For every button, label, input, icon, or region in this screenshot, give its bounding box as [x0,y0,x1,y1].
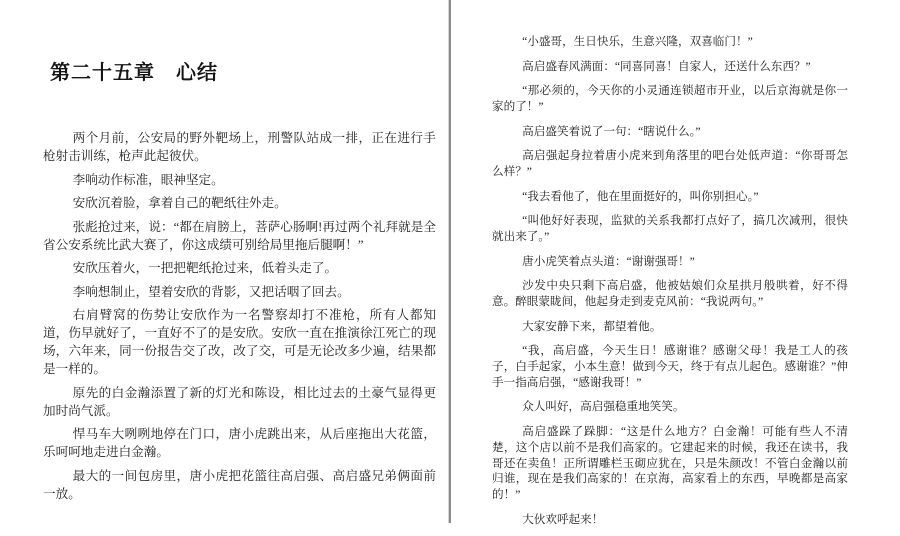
paragraph: 高启强起身拉着唐小虎来到角落里的吧台处低声道：“你哥哥怎么样？” [492,149,848,178]
paragraph: 高启盛跺了跺脚：“这是什么地方？白金瀚！可能有些人不清楚，这个店以前不是我们高家的。它建起来的时候，我还在读书，我哥还在卖鱼！正所谓雕栏玉砌应犹在，只是朱颜改！不管白金瀚以前归谁，现在是我们高家的！在京海，高家看上的东西，早晚都是高家的！” [492,424,848,502]
paragraph: “那必须的，今天你的小灵通连锁超市开业，以后京海就是你一家的了！” [492,84,848,113]
paragraph: 众人叫好，高启强稳重地笑笑。 [522,400,685,414]
right-page-text [492,34,848,536]
paragraph: “小盛哥，生日快乐，生意兴隆，双喜临门！” [522,35,753,48]
paragraph: 大家安静下来，都望着他。 [522,319,662,333]
paragraph: 原先的白金瀚添置了新的灯光和陈设，相比过去的土豪气显得更加时尚气派。 [43,385,436,418]
paragraph: 两个月前，公安局的野外靶场上，刑警队站成一排，正在进行手枪射击训练，枪声此起彼伏。 [43,131,436,163]
paragraph: 大伙欢呼起来！ [522,512,604,526]
paragraph: 李响动作标准，眼神坚定。 [72,172,224,187]
paragraph: 张彪抢过来，说：“都在肩膀上，菩萨心肠啊!再过两个礼拜就是全省公安系统比武大赛了，你这成绩可别给局里拖后腿啊！” [43,219,436,252]
paragraph: 高启盛春风满面：“同喜同喜！自家人，还送什么东西？” [522,59,811,73]
paragraph: 最大的一间包房里，唐小虎把花篮往高启强、高启盛兄弟俩面前一放。 [43,468,436,501]
paragraph: 唐小虎笑着点头道：“谢谢强哥！” [522,254,695,268]
paragraph: 沙发中央只剩下高启盛，他被姑娘们众星拱月般哄着，好不得意。醉眼蒙眬间，他起身走到麦克风前：“我说两句。” [492,279,848,308]
chapter-title: 第二十五章 心结 [50,62,218,84]
paragraph: 李响想制止，望着安欣的背影，又把话咽了回去。 [72,284,350,299]
left-page-text [43,129,436,508]
right-page [452,0,900,526]
paragraph: 右肩臂窝的伤势让安欣作为一名警察却打不准枪，所有人都知道，伤早就好了，一直好不了的是安欣。安欣一直在推演徐江死亡的现场，六年来，同一份报告交了改，改了交，可是无论改多少遍，结果都是一样的。 [43,308,436,376]
paragraph: 安欣沉着脸，拿着自己的靶纸往外走。 [72,196,287,210]
paragraph: 悍马车大咧咧地停在门口，唐小虎跳出来，从后座拖出大花篮，乐呵呵地走进白金瀚。 [43,427,436,459]
paragraph: “叫他好好表现，监狱的关系我都打点好了，搞几次减刑，很快就出来了。” [492,214,848,243]
page-gutter-divider [448,0,451,523]
left-page [0,0,448,523]
paragraph: “我去看他了，他在里面挺好的，叫你别担心。” [522,189,759,203]
paragraph: “我，高启盛，今天生日！感谢谁？感谢父母！我是工人的孩子，白手起家，小本生意！做到今天，终于有点儿起色。感谢谁？”伸手一指高启强，“感谢我哥！” [492,344,848,389]
paragraph: 安欣压着火，一把把靶纸抢过来，低着头走了。 [72,261,338,275]
paragraph: 高启盛笑着说了一句：“瞎说什么。” [522,124,701,138]
